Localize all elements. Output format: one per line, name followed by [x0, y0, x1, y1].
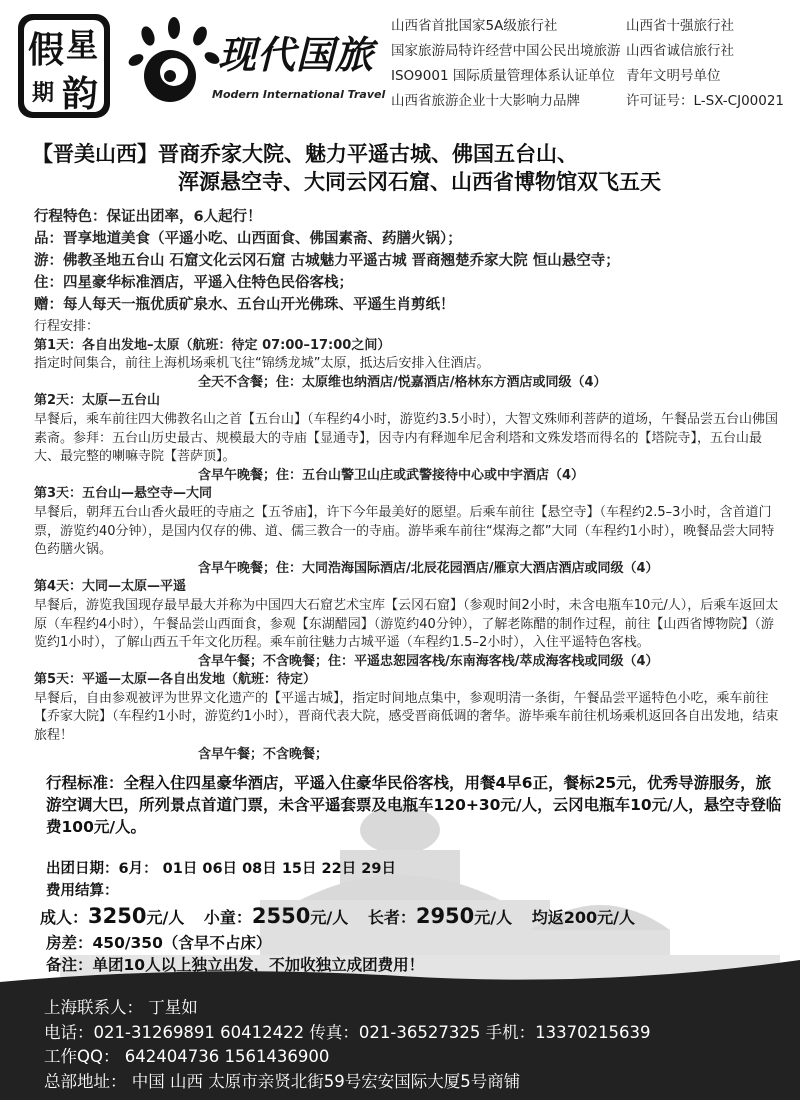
senior-price: 2950	[415, 904, 475, 928]
itinerary	[34, 318, 786, 764]
remark: 备注：单团10人以上独立出发，不加收独立成团费用！	[46, 956, 425, 974]
honor-item: 青年文明号单位	[626, 68, 721, 84]
honor-item: 山西省十强旅行社	[626, 18, 734, 34]
tour-standard: 行程标准：全程入住四星豪华酒店，平遥入住豪华民俗客栈，用餐4早6正，餐标25元，优秀导游服务，旅游空调大巴，所列景点首道门票，未含平遥套票及电瓶车120+30元/人，云冈电瓶车10元/人，悬空寺登临费100元/人。	[46, 774, 782, 836]
departure-section	[46, 858, 786, 902]
day-title: 第1天：各自出发地–太原（航班：待定 07:00–17:00之间）	[34, 337, 391, 353]
svg-text:星: 星	[66, 26, 99, 64]
day-description: 指定时间集合，前往上海机场乘机飞往“锦绣龙城”太原，抵达后安排入住酒店。	[34, 356, 490, 372]
adult-price-label: 成人：	[40, 908, 89, 927]
header	[0, 0, 800, 130]
honor-item: 山西省诚信旅行社	[626, 43, 734, 59]
star-weekend-logo	[18, 14, 110, 118]
day-meal-hotel: 含早午晚餐；住：五台山警卫山庄或武警接待中心或中宇酒店（4）	[198, 467, 585, 483]
tour-title-line2: 浑源悬空寺、大同云冈石窟、山西省博物馆双飞五天	[178, 170, 661, 194]
child-price-label: 小童：	[203, 908, 252, 927]
feature-line: 品：晋享地道美食（平遥小吃、山西面食、佛国素斋、药膳火锅）；	[34, 231, 462, 247]
day-meal-hotel: 含早午晚餐；住：大同浩海国际酒店/北辰花园酒店/雁京大酒店酒店或同级（4）	[198, 560, 659, 576]
tour-features	[34, 206, 784, 316]
brand-english-name: Modern International Travel	[212, 88, 386, 101]
child-price: 2550	[251, 904, 311, 928]
price-unit: 元/人	[474, 908, 513, 927]
qualification-item: 山西省旅游企业十大影响力品牌	[391, 93, 580, 109]
feature-line: 住：四星豪华标准酒店，平遥入住特色民俗客栈；	[34, 275, 353, 291]
svg-text:假: 假	[28, 29, 65, 71]
tour-title-line1: 【晋美山西】晋商乔家大院、魅力平遥古城、佛国五台山、	[32, 142, 578, 166]
price-unit: 元/人	[310, 908, 349, 927]
contact-footer	[0, 982, 800, 1100]
feature-line: 游：佛教圣地五台山 石窟文化云冈石窟 古城魅力平遥古城 晋商翘楚乔家大院 恒山悬空寺；	[34, 253, 620, 269]
brand-name: 现代国旅	[218, 32, 375, 77]
headquarters-address: 总部地址： 中国 山西 太原市亲贤北街59号宏安国际大厦5号商铺	[44, 1071, 521, 1091]
adult-price: 3250	[88, 904, 147, 928]
day-meal-hotel: 含早午餐；不含晚餐；住：平遥忠恕园客栈/东南海客栈/萃成海客栈或同级（4）	[198, 653, 659, 669]
day-description: 早餐后，自由参观被评为世界文化遗产的【平遥古城】，指定时间地点集中，参观明清一条街，午餐品尝平遥特色小吃，乘车前往【乔家大院】（车程约1小时，游览约1小时），晋商代表大院，感受晋商低调的奢华。游毕乘车前往机场乘机返回各自出发地，结束旅程！	[34, 690, 779, 744]
qualification-item: 国家旅游局特许经营中国公民出境旅游	[391, 43, 621, 59]
contact-phone: 电话：021-31269891 60412422 传真：021-36527325 手机：13370215639	[44, 1022, 651, 1042]
day-meal-hotel: 含早午餐；不含晚餐；	[198, 746, 329, 762]
contact-person: 上海联系人： 丁星如	[44, 998, 198, 1017]
cost-label: 费用结算：	[46, 883, 119, 899]
price-row	[40, 904, 780, 928]
itinerary-heading: 行程安排：	[34, 319, 100, 334]
departure-dates-label: 出团日期：	[46, 861, 119, 877]
day-description: 早餐后，乘车前往四大佛教名山之首【五台山】（车程约4小时，游览约3.5小时），大智文殊师利菩萨的道场，午餐品尝五台山佛国素斋。参拜：五台山历史最古、规模最大的寺庙【显通寺】，因寺内有释迦牟尼舍利塔和文殊发塔而得名的【塔院寺】，五台山最大、最完整的喇嘛寺院【菩萨顶】。	[34, 411, 778, 465]
svg-text:韵: 韵	[62, 73, 99, 115]
price-unit: 元/人	[146, 908, 185, 927]
footer-wave-shape	[0, 960, 800, 990]
qualification-item: ISO9001 国际质量管理体系认证单位	[391, 68, 615, 84]
day-description: 早餐后，朝拜五台山香火最旺的寺庙之【五爷庙】，许下今年最美好的愿望。后乘车前往【悬空寺】（车程约2.5–3小时，含首道门票，游览约40分钟），是国内仅存的佛、道、儒三教合一的寺庙。游毕乘车前往“煤海之都”大同（车程约1小时），晚餐品尝大同特色药膳火锅。	[34, 504, 775, 558]
refund-note: 均返200元/人	[531, 908, 635, 927]
svg-text:期: 期	[32, 80, 55, 106]
day-title: 第2天：太原—五台山	[34, 393, 161, 409]
feature-line: 赠：每人每天一瓶优质矿泉水、五台山开光佛珠、平遥生肖剪纸！	[34, 297, 455, 313]
day-title: 第4天：大同—太原—平遥	[34, 579, 187, 595]
qualification-item: 山西省首批国家5A级旅行社	[391, 18, 558, 34]
contact-qq: 工作QQ： 642404736 1561436900	[44, 1047, 330, 1066]
senior-price-label: 长者：	[367, 908, 416, 927]
qualification-list	[391, 14, 623, 114]
day-meal-hotel: 全天不含餐；住：太原维也纳酒店/悦嘉酒店/格林东方酒店或同级（4）	[198, 374, 607, 390]
day-title: 第3天：五台山—悬空寺—大同	[34, 486, 213, 502]
license-number: 许可证号：L-SX-CJ00021	[626, 93, 785, 109]
feature-line: 行程特色：保证出团率，6人起行！	[34, 209, 262, 225]
day-title: 第5天：平遥—太原—各自出发地（航班：待定）	[34, 672, 317, 688]
room-difference: 房差：450/350（含早不占床）	[46, 934, 272, 952]
day-description: 早餐后，游览我国现存最早最大并称为中国四大石窟艺术宝库【云冈石窟】（参观时间2小时，未含电瓶车10元/人），后乘车返回太原（车程约4小时），午餐品尝山西面食，参观【东湖醋园】（游览约40分钟），了解老陈醋的制作过程，前往【山西省博物院】（游览约1小时），了解山西五千年文化历程。乘车前往魅力古城平遥（车程约1.5–2小时），入住平遥特色客栈。	[34, 597, 779, 651]
departure-dates: 6月： 01日 06日 08日 15日 22日 29日	[118, 861, 396, 877]
honor-list	[626, 14, 796, 114]
